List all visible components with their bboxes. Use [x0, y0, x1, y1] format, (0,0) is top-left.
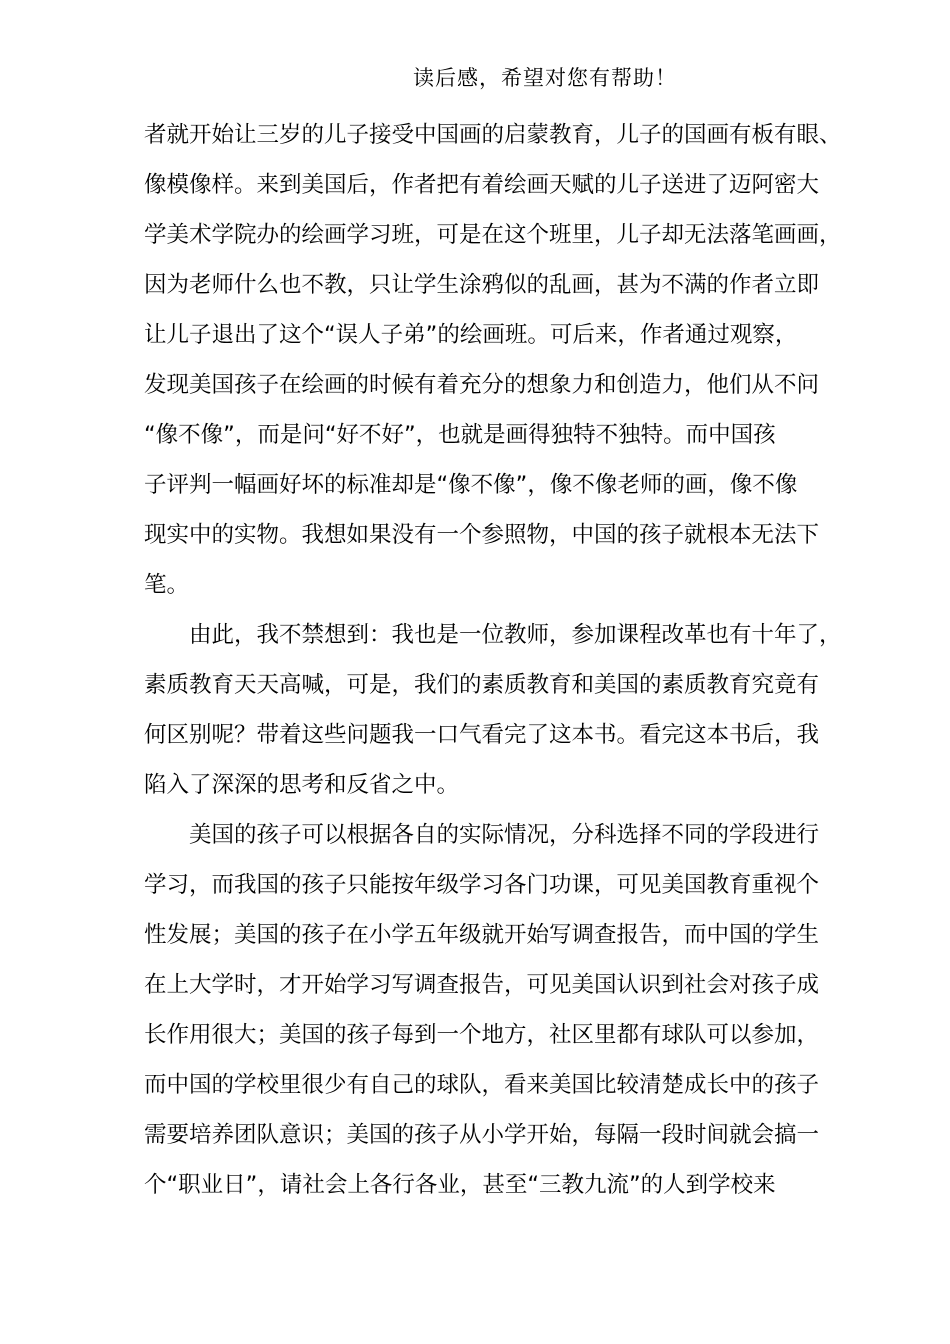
text-line: 个“职业日”，请社会上各行各业，甚至“三教九流”的人到学校来: [144, 1172, 776, 1198]
text-line: 学习，而我国的孩子只能按年级学习各门功课，可见美国教育重视个: [144, 872, 820, 898]
text-line: 陷入了深深的思考和反省之中。: [144, 772, 460, 798]
text-line: 需要培养团队意识；美国的孩子从小学开始，每隔一段时间就会搞一: [144, 1122, 820, 1148]
text-line: 因为老师什么也不教，只让学生涂鸦似的乱画，甚为不满的作者立即: [144, 272, 820, 298]
text-line: 性发展；美国的孩子在小学五年级就开始写调查报告，而中国的学生: [144, 922, 820, 948]
text-line: 美国的孩子可以根据各自的实际情况，分科选择不同的学段进行: [189, 822, 820, 848]
text-line: 子评判一幅画好坏的标准却是“像不像”，像不像老师的画，像不像: [144, 472, 798, 498]
text-line: 长作用很大；美国的孩子每到一个地方，社区里都有球队可以参加，: [144, 1022, 820, 1048]
text-line: 而中国的学校里很少有自己的球队，看来美国比较清楚成长中的孩子: [144, 1072, 820, 1098]
paragraph: [144, 110, 842, 610]
text-line: 发现美国孩子在绘画的时候有着充分的想象力和创造力，他们从不问: [144, 372, 820, 398]
text-line: 现实中的实物。我想如果没有一个参照物，中国的孩子就根本无法下: [144, 522, 820, 548]
text-line: 素质教育天天高喊，可是，我们的素质教育和美国的素质教育究竟有: [144, 672, 820, 698]
text-line: 何区别呢？带着这些问题我一口气看完了这本书。看完这本书后，我: [144, 722, 820, 748]
text-line: 在上大学时，才开始学习写调查报告，可见美国认识到社会对孩子成: [144, 972, 820, 998]
text-line: 者就开始让三岁的儿子接受中国画的启蒙教育，儿子的国画有板有眼、: [144, 122, 842, 148]
text-line: 由此，我不禁想到：我也是一位教师，参加课程改革也有十年了，: [189, 622, 842, 648]
page-header: 读后感，希望对您有帮助！: [413, 66, 677, 90]
text-line: 学美术学院办的绘画学习班，可是在这个班里，儿子却无法落笔画画，: [144, 222, 842, 248]
text-line: 让儿子退出了这个“误人子弟”的绘画班。可后来，作者通过观察，: [144, 322, 798, 348]
text-line: 像模像样。来到美国后，作者把有着绘画天赋的儿子送进了迈阿密大: [144, 172, 820, 198]
paragraph: [144, 810, 820, 1210]
text-line: 笔。: [144, 572, 190, 598]
text-line: “像不像”，而是问“好不好”，也就是画得独特不独特。而中国孩: [144, 422, 776, 448]
paragraph: [144, 610, 842, 810]
document-body: [144, 110, 842, 1210]
